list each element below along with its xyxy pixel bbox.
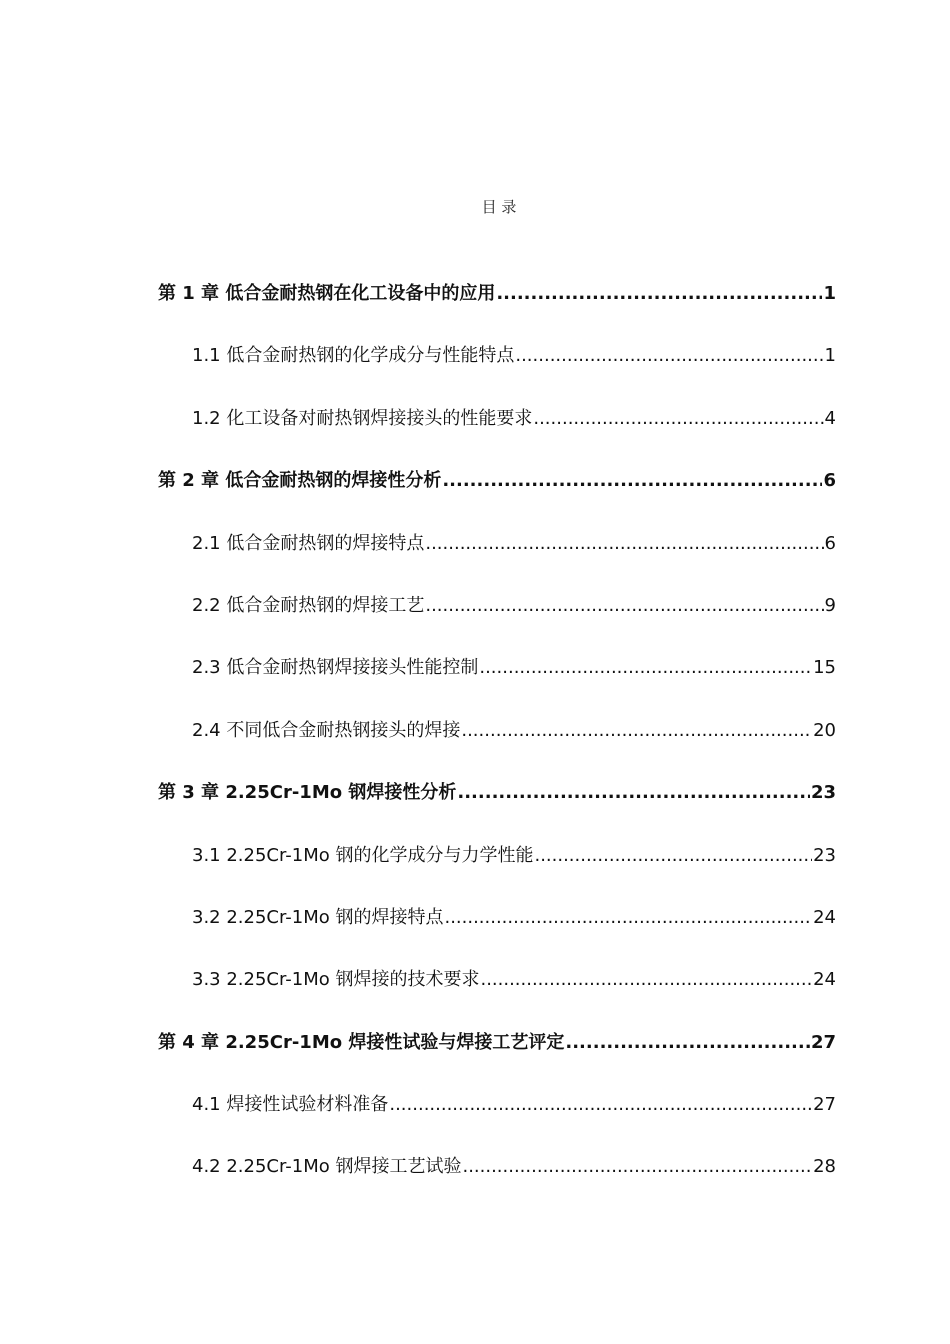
toc-page-number: 20 bbox=[813, 719, 836, 741]
toc-entry-section-2-3[interactable] bbox=[158, 650, 836, 712]
toc-entry-text: 第 1 章 低合金耐热钢在化工设备中的应用 bbox=[158, 283, 496, 304]
toc-page-number: 24 bbox=[813, 969, 836, 991]
toc-entry-text: 2.3 低合金耐热钢焊接接头性能控制 bbox=[192, 657, 479, 679]
toc-entry-text: 2.1 低合金耐热钢的焊接特点 bbox=[192, 532, 425, 554]
toc-entry-section-3-3[interactable] bbox=[158, 962, 836, 1024]
toc-dot-leader bbox=[425, 588, 823, 624]
toc-page-number: 24 bbox=[813, 906, 836, 928]
toc-entry-text: 1.1 低合金耐热钢的化学成分与性能特点 bbox=[192, 345, 515, 367]
toc-entry-section-4-2[interactable] bbox=[158, 1149, 836, 1211]
toc-dot-leader bbox=[565, 1025, 810, 1061]
toc-entry-text: 3.3 2.25Cr-1Mo 钢焊接的技术要求 bbox=[192, 969, 480, 991]
toc-dot-leader bbox=[389, 1087, 812, 1123]
toc-dot-leader bbox=[461, 713, 812, 749]
toc-page-number: 27 bbox=[810, 1031, 836, 1053]
toc-entry-section-2-1[interactable] bbox=[158, 526, 836, 588]
toc-dot-leader bbox=[496, 276, 822, 312]
toc-entry-section-2-2[interactable] bbox=[158, 588, 836, 650]
toc-dot-leader bbox=[534, 838, 812, 874]
toc-title: 目 录 bbox=[481, 198, 517, 216]
toc-page-number: 1 bbox=[824, 345, 836, 367]
toc-entry-text: 1.2 化工设备对耐热钢焊接接头的性能要求 bbox=[192, 407, 533, 429]
toc-dot-leader bbox=[515, 338, 823, 374]
toc-entry-section-3-2[interactable] bbox=[158, 900, 836, 962]
toc-dot-leader bbox=[425, 526, 823, 562]
toc-page-number: 23 bbox=[813, 844, 836, 866]
toc-entry-text: 2.2 低合金耐热钢的焊接工艺 bbox=[192, 594, 425, 616]
toc-dot-leader bbox=[442, 463, 822, 499]
toc-page-number: 15 bbox=[813, 657, 836, 679]
toc-entry-chapter-2[interactable] bbox=[158, 463, 836, 525]
toc-page-number: 23 bbox=[810, 782, 836, 804]
toc-page-number: 6 bbox=[823, 470, 836, 492]
toc-dot-leader bbox=[479, 650, 812, 686]
toc-entry-text: 第 3 章 2.25Cr-1Mo 钢焊接性分析 bbox=[158, 782, 457, 804]
toc-entry-chapter-1[interactable] bbox=[158, 276, 836, 338]
toc-page-number: 4 bbox=[824, 407, 836, 429]
toc-entry-section-3-1[interactable] bbox=[158, 838, 836, 900]
toc-entry-text: 2.4 不同低合金耐热钢接头的焊接 bbox=[192, 719, 461, 741]
toc-entry-text: 第 4 章 2.25Cr-1Mo 焊接性试验与焊接工艺评定 bbox=[158, 1031, 565, 1053]
toc-entry-text: 3.2 2.25Cr-1Mo 钢的焊接特点 bbox=[192, 906, 444, 928]
toc-entry-section-4-1[interactable] bbox=[158, 1087, 836, 1149]
toc-page-number: 27 bbox=[813, 1094, 836, 1116]
toc-page-number: 28 bbox=[813, 1156, 836, 1178]
toc-entry-chapter-3[interactable] bbox=[158, 775, 836, 837]
toc-entry-text: 3.1 2.25Cr-1Mo 钢的化学成分与力学性能 bbox=[192, 844, 534, 866]
toc-entry-text: 第 2 章 低合金耐热钢的焊接性分析 bbox=[158, 470, 442, 492]
toc-entry-section-1-2[interactable] bbox=[158, 401, 836, 463]
toc-entry-chapter-4[interactable] bbox=[158, 1025, 836, 1087]
toc-dot-leader bbox=[457, 775, 810, 811]
toc-entry-section-1-1[interactable] bbox=[158, 338, 836, 400]
toc-entry-text: 4.2 2.25Cr-1Mo 钢焊接工艺试验 bbox=[192, 1156, 462, 1178]
toc-dot-leader bbox=[533, 401, 823, 437]
toc-dot-leader bbox=[444, 900, 812, 936]
toc-page-number: 6 bbox=[824, 532, 836, 554]
table-of-contents bbox=[158, 276, 836, 1212]
toc-dot-leader bbox=[480, 962, 812, 998]
toc-page-number: 1 bbox=[823, 283, 836, 304]
toc-entry-text: 4.1 焊接性试验材料准备 bbox=[192, 1094, 389, 1116]
toc-dot-leader bbox=[462, 1149, 812, 1185]
toc-entry-section-2-4[interactable] bbox=[158, 713, 836, 775]
toc-page-number: 9 bbox=[824, 594, 836, 616]
